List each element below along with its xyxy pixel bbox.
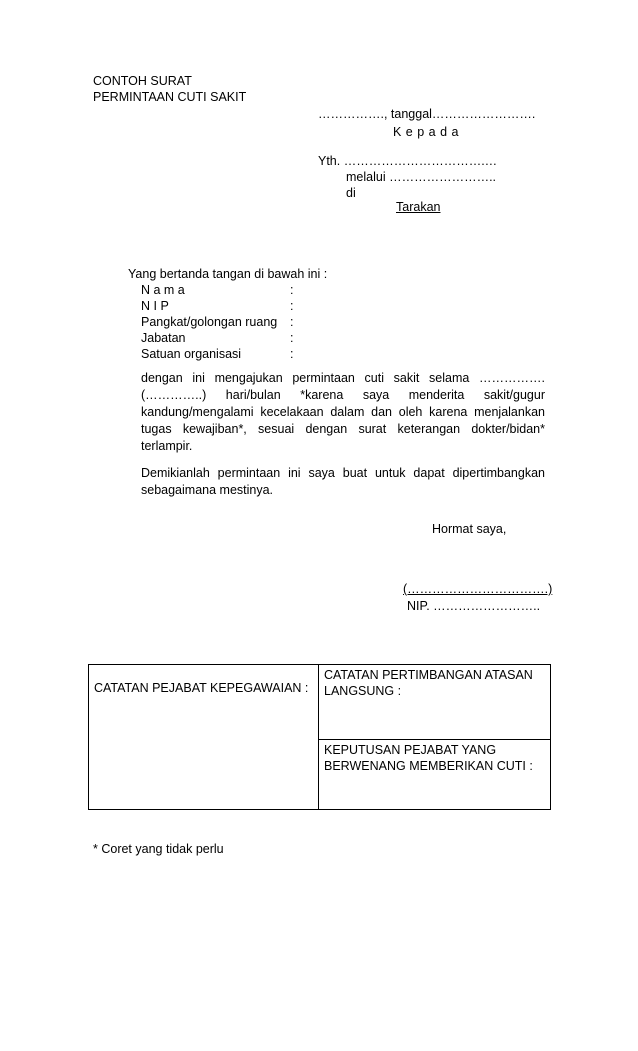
date-line: ……………., tanggal……………………. xyxy=(318,107,536,121)
decision-label: KEPUTUSAN PEJABAT YANG BERWENANG MEMBERIKAN CUTI : xyxy=(324,743,533,773)
field-colon: : xyxy=(290,299,294,313)
field-colon: : xyxy=(290,283,294,297)
via-line: melalui …………………….. xyxy=(346,170,497,184)
supervisor-notes-cell xyxy=(319,665,551,740)
footnote: * Coret yang tidak perlu xyxy=(93,842,224,856)
signature-nip: NIP. …………………….. xyxy=(407,599,541,613)
field-label-pangkat: Pangkat/golongan ruang xyxy=(141,315,278,329)
letter-title: PERMINTAAN CUTI SAKIT xyxy=(93,90,247,104)
signature-name-placeholder: (…………………………….) xyxy=(403,582,553,596)
recipient-line: Yth. …………………………….… xyxy=(318,154,498,168)
personnel-notes-cell xyxy=(89,665,319,810)
field-label-jabatan: Jabatan xyxy=(141,331,186,345)
letter-type-label: CONTOH SURAT xyxy=(93,74,192,88)
kepada-label: K e p a d a xyxy=(393,125,459,139)
request-paragraph: dengan ini mengajukan permintaan cuti sakit selama ……………. (…………..) hari/bulan *karena saya menderita sakit/gugur kandung/mengalami kecelakaan dalam dan oleh karena menjalankan tugas kewajiban*, sesuai dengan surat keterangan dokter/bidan* terlampir. xyxy=(141,371,545,453)
field-colon: : xyxy=(290,331,294,345)
closing-paragraph: Demikianlah permintaan ini saya buat untuk dapat dipertimbangkan sebagaimana mestinya. xyxy=(141,466,545,497)
intro-text: Yang bertanda tangan di bawah ini : xyxy=(128,267,328,281)
field-label-satuan: Satuan organisasi xyxy=(141,347,242,361)
field-colon: : xyxy=(290,347,294,361)
decision-cell xyxy=(319,740,551,810)
notes-table xyxy=(88,664,551,810)
field-label-nip: N I P xyxy=(141,299,169,313)
field-colon: : xyxy=(290,315,294,329)
city-name: Tarakan xyxy=(396,200,441,214)
supervisor-notes-label: CATATAN PERTIMBANGAN ATASAN LANGSUNG : xyxy=(324,668,533,698)
di-label: di xyxy=(346,186,356,200)
field-label-nama: N a m a xyxy=(141,283,185,297)
salutation: Hormat saya, xyxy=(432,522,507,536)
personnel-notes-label: CATATAN PEJABAT KEPEGAWAIAN : xyxy=(94,681,309,695)
